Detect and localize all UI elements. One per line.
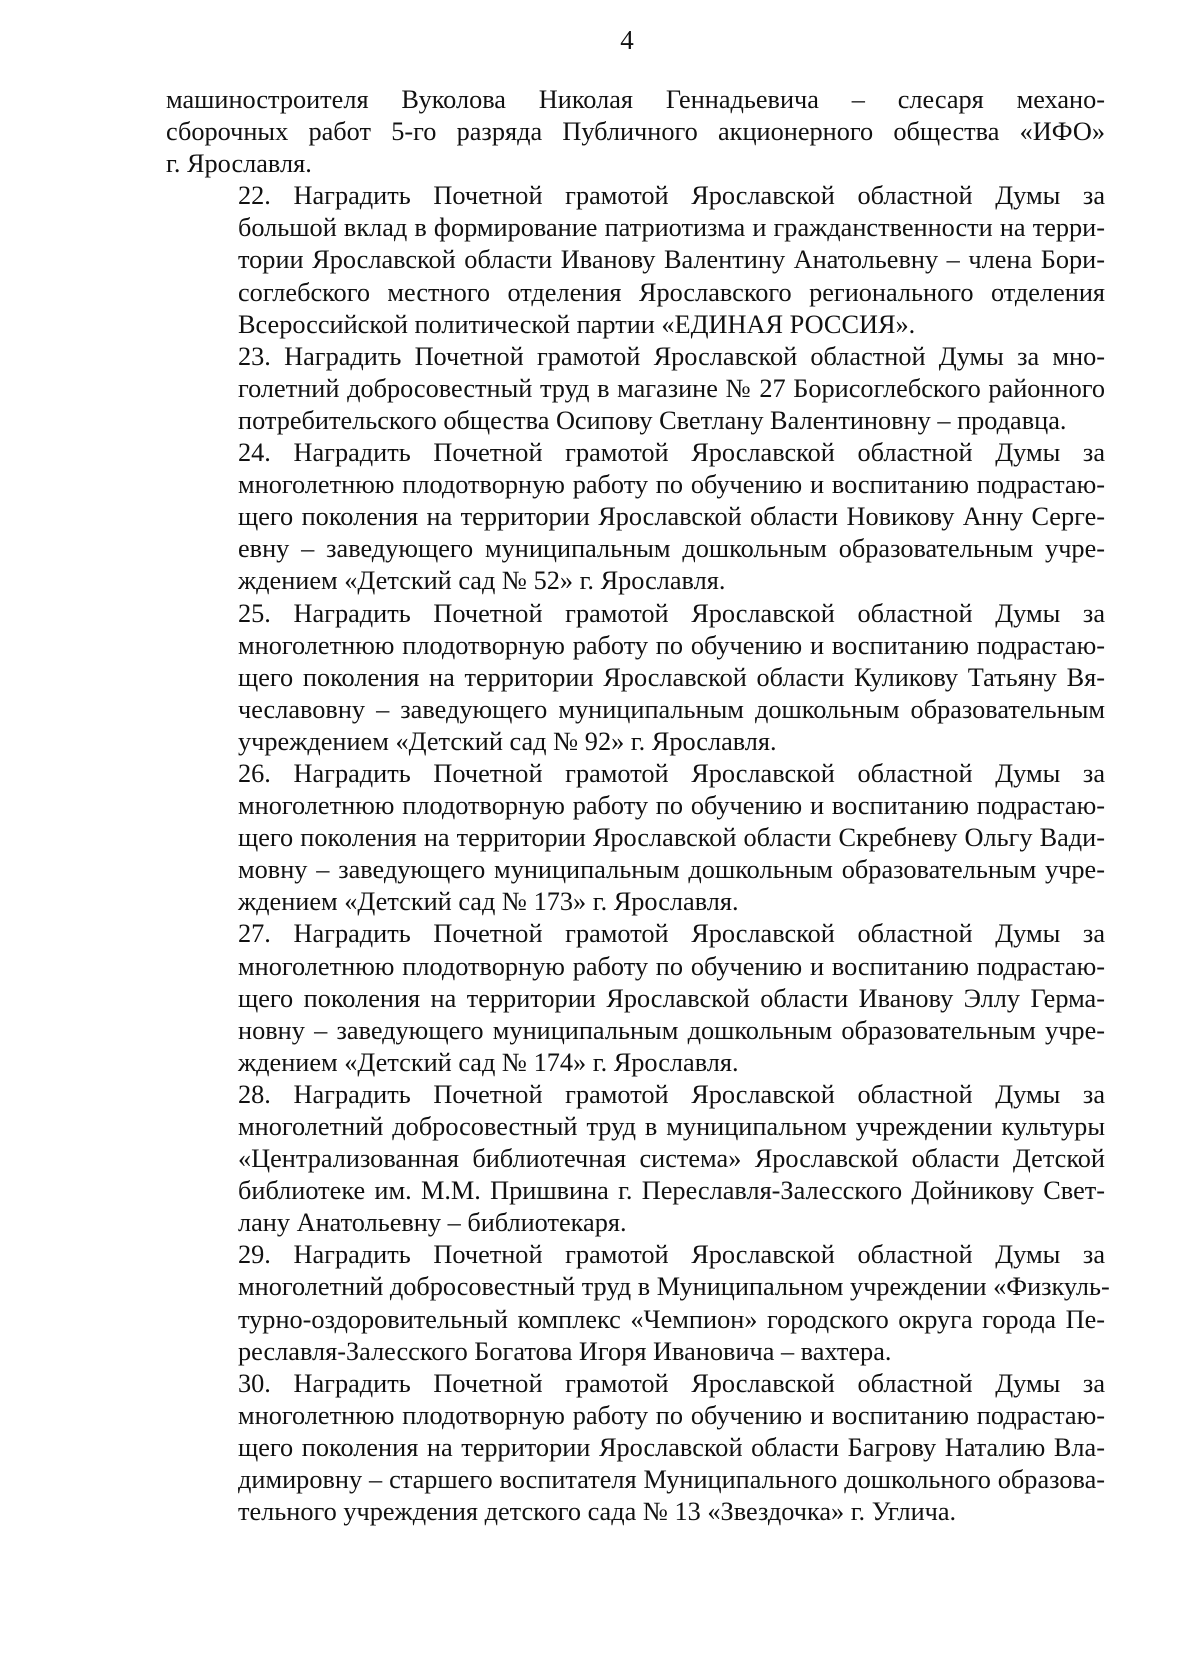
text-line: Всероссийской политической партии «ЕДИНАЯ РОССИЯ». bbox=[238, 309, 916, 339]
text-line: г. Ярославля. bbox=[166, 149, 312, 179]
text-line: машиностроителя Вуколова Николая Геннадьевича – слесаря механо- bbox=[166, 85, 1105, 114]
paragraph-item-30 bbox=[166, 1368, 1105, 1528]
text-line: многолетнюю плодотворную работу по обучению и воспитанию подрастаю- bbox=[238, 791, 1105, 821]
text-line: щего поколения на территории Ярославской области Куликову Татьяну Вя- bbox=[238, 662, 1105, 692]
text-line: лану Анатольевну – библиотекаря. bbox=[238, 1208, 627, 1238]
page-number: 4 bbox=[620, 25, 634, 55]
text-line: 26. Наградить Почетной грамотой Ярославской областной Думы за bbox=[238, 758, 1105, 788]
paragraph-item-29 bbox=[166, 1239, 1110, 1367]
text-line: реславля-Залесского Богатова Игоря Ивановича – вахтера. bbox=[238, 1336, 892, 1366]
text-line: многолетнюю плодотворную работу по обучению и воспитанию подрастаю- bbox=[238, 1400, 1105, 1430]
text-line: ждением «Детский сад № 52» г. Ярославля. bbox=[238, 566, 726, 596]
text-line: 30. Наградить Почетной грамотой Ярославской областной Думы за bbox=[238, 1368, 1105, 1398]
paragraph-item-26 bbox=[166, 758, 1105, 918]
text-line: щего поколения на территории Ярославской области Скребневу Ольгу Вади- bbox=[238, 823, 1105, 853]
paragraph-item-24 bbox=[166, 437, 1105, 597]
text-line: тории Ярославской области Иванову Валентину Анатольевну – члена Бори- bbox=[238, 245, 1105, 275]
text-line: 29. Наградить Почетной грамотой Ярославской областной Думы за bbox=[238, 1240, 1105, 1270]
text-line: 28. Наградить Почетной грамотой Ярославской областной Думы за bbox=[238, 1079, 1105, 1109]
text-line: большой вклад в формирование патриотизма и гражданственности на терри- bbox=[238, 213, 1105, 243]
text-line: димировну – старшего воспитателя Муниципального дошкольного образова- bbox=[238, 1465, 1105, 1495]
text-line: многолетнюю плодотворную работу по обучению и воспитанию подрастаю- bbox=[238, 630, 1105, 660]
text-line: ждением «Детский сад № 173» г. Ярославля. bbox=[238, 887, 739, 917]
text-line: щего поколения на территории Ярославской области Новикову Анну Серге- bbox=[238, 502, 1105, 532]
text-line: 22. Наградить Почетной грамотой Ярославской областной Думы за bbox=[238, 181, 1105, 211]
text-line: соглебского местного отделения Ярославского регионального отделения bbox=[238, 277, 1105, 307]
text-line: многолетний добросовестный труд в муниципальном учреждении культуры bbox=[238, 1112, 1105, 1141]
text-line: учреждением «Детский сад № 92» г. Ярославля. bbox=[238, 726, 777, 756]
paragraph-item-22 bbox=[166, 180, 1105, 340]
paragraph-continuation bbox=[166, 84, 1105, 180]
document-body bbox=[166, 84, 1110, 1528]
text-line: многолетнюю плодотворную работу по обучению и воспитанию подрастаю- bbox=[238, 951, 1105, 981]
text-line: 25. Наградить Почетной грамотой Ярославской областной Думы за bbox=[238, 598, 1105, 628]
text-line: новну – заведующего муниципальным дошкольным образовательным учре- bbox=[238, 1015, 1105, 1045]
text-line: щего поколения на территории Ярославской области Багрову Наталию Вла- bbox=[238, 1432, 1105, 1462]
text-line: чеславовну – заведующего муниципальным дошкольным образовательным bbox=[238, 694, 1105, 724]
text-line: библиотеке им. М.М. Пришвина г. Переславля-Залесского Дойникову Свет- bbox=[238, 1176, 1105, 1206]
text-line: 27. Наградить Почетной грамотой Ярославской областной Думы за bbox=[238, 919, 1105, 949]
text-line: евну – заведующего муниципальным дошкольным образовательным учре- bbox=[238, 534, 1105, 564]
paragraph-item-25 bbox=[166, 598, 1105, 758]
text-line: тельного учреждения детского сада № 13 «Звездочка» г. Углича. bbox=[238, 1497, 957, 1527]
text-line: голетний добросовестный труд в магазине № 27 Борисоглебского районного bbox=[238, 373, 1105, 403]
text-line: 23. Наградить Почетной грамотой Ярославской областной Думы за мно- bbox=[238, 341, 1105, 371]
text-line: сборочных работ 5-го разряда Публичного акционерного общества «ИФО» bbox=[166, 117, 1105, 147]
text-line: 24. Наградить Почетной грамотой Ярославской областной Думы за bbox=[238, 438, 1105, 468]
text-line: щего поколения на территории Ярославской области Иванову Эллу Герма- bbox=[238, 983, 1105, 1013]
text-line: многолетний добросовестный труд в Муниципальном учреждении «Физкуль- bbox=[238, 1272, 1110, 1302]
text-line: потребительского общества Осипову Светлану Валентиновну – продавца. bbox=[238, 405, 1067, 435]
text-line: ждением «Детский сад № 174» г. Ярославля. bbox=[238, 1047, 739, 1077]
text-line: турно-оздоровительный комплекс «Чемпион» городского округа города Пе- bbox=[238, 1304, 1105, 1334]
text-line: «Централизованная библиотечная система» Ярославской области Детской bbox=[238, 1144, 1105, 1174]
paragraph-item-27 bbox=[166, 918, 1105, 1078]
paragraph-item-28 bbox=[166, 1079, 1105, 1239]
text-line: многолетнюю плодотворную работу по обучению и воспитанию подрастаю- bbox=[238, 470, 1105, 500]
text-line: мовну – заведующего муниципальным дошкольным образовательным учре- bbox=[238, 855, 1105, 885]
paragraph-item-23 bbox=[166, 341, 1105, 437]
